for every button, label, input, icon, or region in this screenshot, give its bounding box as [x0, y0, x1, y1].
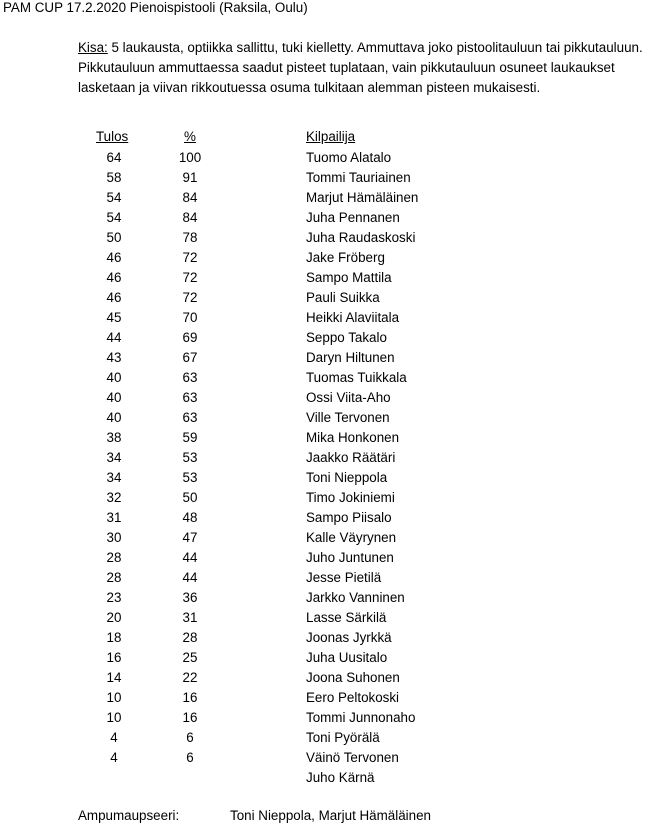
result-cell: 40: [106, 410, 122, 425]
percent-cell: 16: [182, 710, 198, 725]
competitor-name: Pauli Suikka: [306, 290, 380, 305]
table-row: [0, 388, 669, 408]
percent-cell: 72: [182, 270, 198, 285]
table-row: [0, 748, 669, 768]
result-cell: 46: [106, 290, 122, 305]
percent-cell: 69: [182, 330, 198, 345]
table-row: [0, 348, 669, 368]
competitor-name: Joonas Jyrkkä: [306, 630, 392, 645]
result-cell: 54: [106, 210, 122, 225]
percent-cell: 44: [182, 570, 198, 585]
table-row: [0, 148, 669, 168]
percent-cell: 84: [182, 210, 198, 225]
competition-description: [78, 38, 668, 98]
percent-cell: 53: [182, 450, 198, 465]
percent-cell: 67: [182, 350, 198, 365]
result-cell: 50: [106, 230, 122, 245]
percent-cell: 100: [178, 150, 202, 165]
result-cell: 64: [106, 150, 122, 165]
table-row: [0, 468, 669, 488]
percent-cell: 53: [182, 470, 198, 485]
table-row: [0, 228, 669, 248]
percent-cell: 72: [182, 290, 198, 305]
result-cell: 34: [106, 470, 122, 485]
competitor-name: Sampo Mattila: [306, 270, 392, 285]
table-row: [0, 628, 669, 648]
percent-cell: 48: [182, 510, 198, 525]
percent-cell: 6: [186, 730, 194, 745]
percent-cell: 28: [182, 630, 198, 645]
percent-cell: 47: [182, 530, 198, 545]
result-cell: 16: [106, 650, 122, 665]
competitor-name: Väinö Tervonen: [306, 750, 399, 765]
table-row: [0, 548, 669, 568]
table-row: [0, 168, 669, 188]
competitor-name: Mika Honkonen: [306, 430, 400, 445]
table-row: [0, 208, 669, 228]
percent-cell: 63: [182, 370, 198, 385]
percent-cell: 6: [186, 750, 194, 765]
table-row: [0, 528, 669, 548]
result-cell: 20: [106, 610, 122, 625]
competitor-name: Tommi Junnonaho: [306, 710, 416, 725]
competitor-name: Juha Uusitalo: [306, 650, 388, 665]
competitor-name: Timo Jokiniemi: [306, 490, 395, 505]
result-cell: 23: [106, 590, 122, 605]
competitor-name: Jaakko Räätäri: [306, 450, 396, 465]
table-row: [0, 768, 669, 788]
competitor-name: Daryn Hiltunen: [306, 350, 395, 365]
competitor-name: Jake Fröberg: [306, 250, 385, 265]
percent-cell: 70: [182, 310, 198, 325]
competitor-name: Juho Juntunen: [306, 550, 394, 565]
table-row: [0, 568, 669, 588]
competitor-name: Tuomas Tuikkala: [306, 370, 407, 385]
result-cell: 14: [106, 670, 122, 685]
table-row: [0, 328, 669, 348]
table-row: [0, 648, 669, 668]
result-cell: 40: [106, 370, 122, 385]
table-row: [0, 588, 669, 608]
percent-cell: 44: [182, 550, 198, 565]
table-row: [0, 288, 669, 308]
table-row: [0, 428, 669, 448]
results-table: [0, 148, 669, 788]
table-row: [0, 368, 669, 388]
result-cell: 10: [106, 710, 122, 725]
result-cell: 54: [106, 190, 122, 205]
table-row: [0, 688, 669, 708]
percent-cell: 59: [182, 430, 198, 445]
percent-cell: 36: [182, 590, 198, 605]
result-cell: 44: [106, 330, 122, 345]
table-row: [0, 728, 669, 748]
competitor-name: Eero Peltokoski: [306, 690, 400, 705]
percent-cell: 22: [182, 670, 198, 685]
result-cell: 43: [106, 350, 122, 365]
percent-cell: 25: [182, 650, 198, 665]
table-row: [0, 268, 669, 288]
competitor-name: Marjut Hämäläinen: [306, 190, 419, 205]
description-text: 5 laukausta, optiikka sallittu, tuki kielletty. Ammuttava joko pistoolitauluun tai pikkutauluun. Pikkutauluun ammuttaessa saadut pisteet tuplataan, vain pikkutauluun osuneet laukaukset lasketaan ja viivan rikkoutuessa osuma tulkitaan alemman pisteen mukaisesti.: [78, 40, 643, 95]
result-cell: 46: [106, 270, 122, 285]
table-row: [0, 508, 669, 528]
competitor-name: Tommi Tauriainen: [306, 170, 411, 185]
result-cell: 40: [106, 390, 122, 405]
competitor-name: Lasse Särkilä: [306, 610, 387, 625]
table-row: [0, 708, 669, 728]
result-cell: 28: [106, 550, 122, 565]
competitor-name: Heikki Alaviitala: [306, 310, 400, 325]
officer-names: Toni Nieppola, Marjut Hämäläinen: [230, 808, 431, 823]
result-cell: 18: [106, 630, 122, 645]
table-row: [0, 248, 669, 268]
column-header-tulos: Tulos: [96, 129, 129, 144]
result-cell: 38: [106, 430, 122, 445]
result-cell: 28: [106, 570, 122, 585]
table-row: [0, 308, 669, 328]
competitor-name: Juha Pennanen: [306, 210, 400, 225]
percent-cell: 31: [182, 610, 198, 625]
result-cell: 30: [106, 530, 122, 545]
percent-cell: 72: [182, 250, 198, 265]
table-row: [0, 608, 669, 628]
competitor-name: Juha Raudaskoski: [306, 230, 416, 245]
percent-cell: 84: [182, 190, 198, 205]
competitor-name: Jarkko Vanninen: [306, 590, 405, 605]
competitor-name: Toni Nieppola: [306, 470, 388, 485]
percent-cell: 50: [182, 490, 198, 505]
result-cell: 10: [106, 690, 122, 705]
competitor-name: Ossi Viita-Aho: [306, 390, 391, 405]
competitor-name: Jesse Pietilä: [306, 570, 382, 585]
percent-cell: 63: [182, 390, 198, 405]
competitor-name: Ville Tervonen: [306, 410, 390, 425]
competitor-name: Seppo Takalo: [306, 330, 387, 345]
result-cell: 46: [106, 250, 122, 265]
document-title: PAM CUP 17.2.2020 Pienoispistooli (Raksila, Oulu): [3, 0, 308, 15]
percent-cell: 63: [182, 410, 198, 425]
column-header-percent: %: [184, 129, 196, 144]
result-cell: 45: [106, 310, 122, 325]
result-cell: 4: [110, 750, 118, 765]
percent-cell: 78: [182, 230, 198, 245]
result-cell: 32: [106, 490, 122, 505]
table-row: [0, 188, 669, 208]
table-row: [0, 488, 669, 508]
result-cell: 4: [110, 730, 118, 745]
competitor-name: Sampo Piisalo: [306, 510, 392, 525]
percent-cell: 16: [182, 690, 198, 705]
competitor-name: Toni Pyörälä: [306, 730, 380, 745]
result-cell: 58: [106, 170, 122, 185]
competitor-name: Joona Suhonen: [306, 670, 400, 685]
table-row: [0, 668, 669, 688]
table-row: [0, 448, 669, 468]
result-cell: 31: [106, 510, 122, 525]
percent-cell: 91: [182, 170, 198, 185]
competitor-name: Kalle Väyrynen: [306, 530, 397, 545]
table-row: [0, 408, 669, 428]
competitor-name: Tuomo Alatalo: [306, 150, 392, 165]
result-cell: 34: [106, 450, 122, 465]
competitor-name: Juho Kärnä: [306, 770, 375, 785]
officer-label: Ampumaupseeri:: [78, 808, 180, 823]
description-label: Kisa:: [78, 40, 108, 55]
column-header-kilpailija: Kilpailija: [306, 129, 356, 144]
